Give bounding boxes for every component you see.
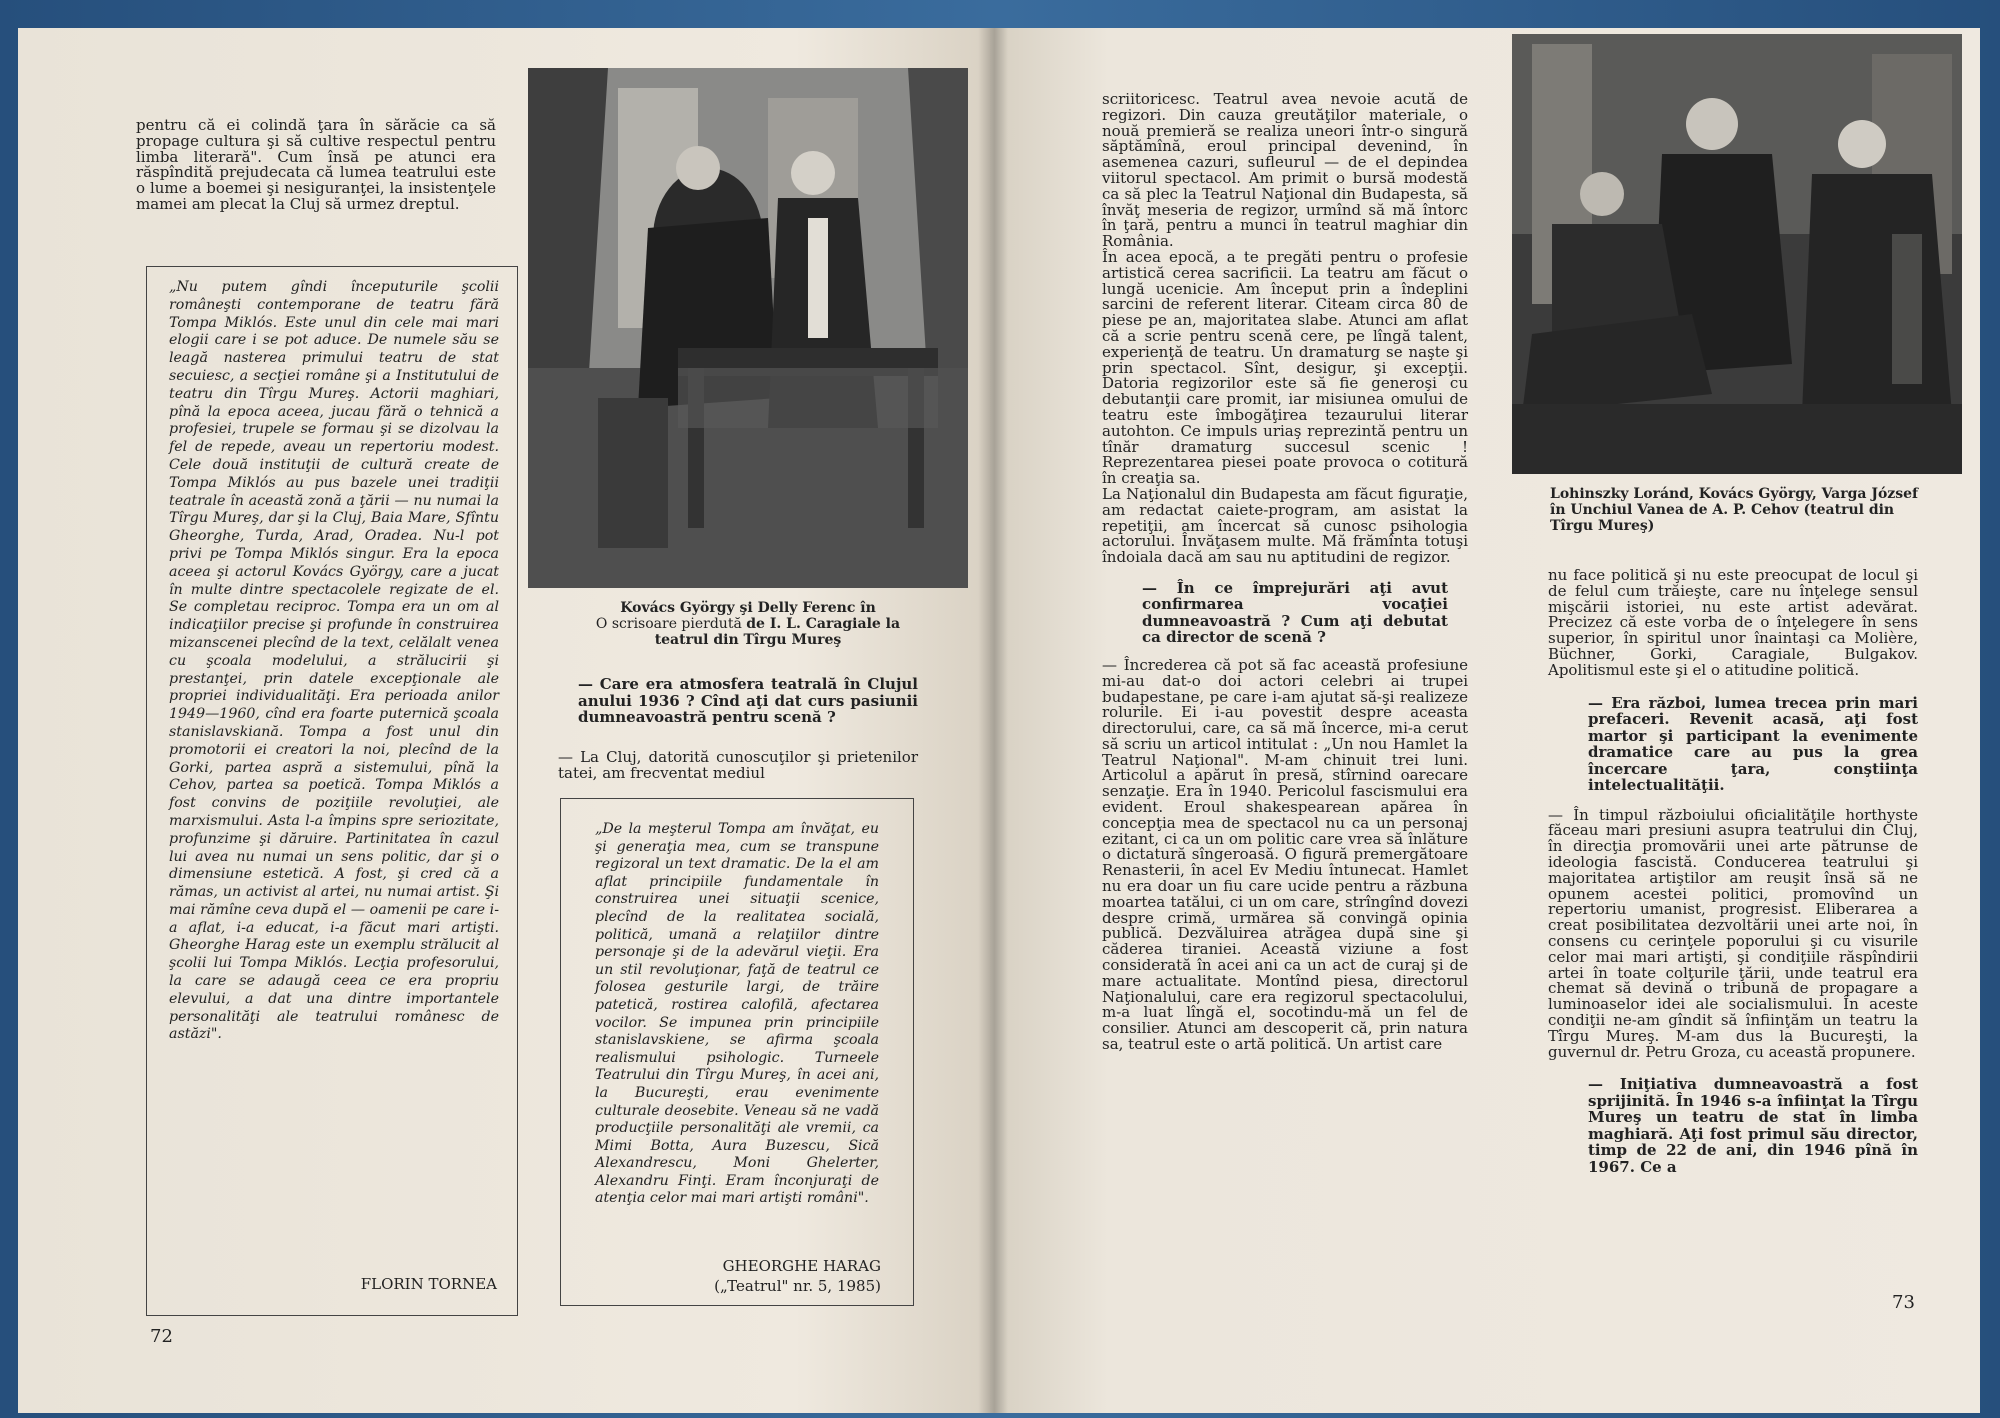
left-page xyxy=(18,28,990,1413)
answer-1: — La Cluj, datorită cunoscuţilor şi prietenilor tatei, am frecventat mediul xyxy=(558,748,918,782)
photo-caption-right: Lohinszky Loránd, Kovács György, Varga József în Unchiul Vanea de A. P. Cehov (teatrul din Tîrgu Mureş) xyxy=(1550,486,1919,534)
right-col1-para3: La Naţionalul din Budapesta am făcut figuraţie, am redactat caiete-program, am asistat la repetiţii, am încercat să cunosc psihologia actorului. Învăţasem multe. Mă frămînta totuşi îndoiala dacă am sau nu aptitudini de regizor. xyxy=(1102,484,1468,567)
uncle-vanya-scene-illustration xyxy=(1512,34,1962,474)
left-page-number: 72 xyxy=(150,1326,173,1347)
uncle-vanya-photo xyxy=(1512,34,1962,474)
question-2: — În ce împrejurări aţi avut confirmarea vocaţiei dumneavoastră ? Cum aţi debutat ca director de scenă ? xyxy=(1142,578,1448,647)
right-col1-para2: În acea epocă, a te pregăti pentru o profesie artistică cerea sacrificii. La teatru am făcut o lungă ucenicie. Am început prin a îndeplini sarcini de referent literar. Citeam circa 80 de piese pe an, majoritatea slabe. Atunci am aflat că a scrie pentru scenă cere, pe lîngă talent, experienţă de teatru. Un dramaturg se naşte şi prin spectacol. Sînt, desigur, şi excepţii. Datoria regizorilor este să fie generoşi cu debutanţii care promit, iar misiunea omului de teatru este îmbogăţirea tezaurului literar autohton. Ce impuls uriaş reprezintă pentru un tînăr dramaturg succesul scenic ! Reprezentarea piesei poate provoca o cotitură în creaţia sa. xyxy=(1102,247,1468,488)
right-column-2 xyxy=(1548,568,1918,1175)
harag-quote-box xyxy=(560,798,914,1306)
stage-scene-illustration xyxy=(528,68,968,588)
harag-signature: GHEORGHE HARAG xyxy=(722,1257,881,1275)
right-page xyxy=(990,28,1980,1413)
harag-source: („Teatrul" nr. 5, 1985) xyxy=(714,1277,881,1295)
harag-quote-text: „De la meşterul Tompa am învăţat, eu şi generaţia mea, cum se transpune regizoral un text dramatic. De la el am aflat principiile fundamentale în construirea unei situaţii scenice, plecînd de la realitatea socială, politică, umană a relaţiilor dintre personaje şi de la adevărul vieţii. Era un stil revoluţionar, faţă de teatrul ce folosea gesturile largi, de trăire patetică, rostirea calofilă, afectarea vocilor. Se impunea prin principiile stanislavskiene, se afirma şcoala realismului psihologic. Turneele Teatrului din Tîrgu Mureş, în acei ani, la Bucureşti, erau evenimente culturale deosebite. Veneau să ne vadă producţiile personalităţi ale vremii, ca Mimi Botta, Aura Buzescu, Sică Alexandrescu, Moni Ghelerter, Alexandru Finţi. Eram înconjuraţi de atenţia celor mai mari artişti români". xyxy=(595,821,879,1207)
right-page-number: 73 xyxy=(1892,1292,1915,1313)
caragiale-play-photo xyxy=(528,68,968,588)
caption-bold-part2: de I. L. Caragiale la teatrul din Tîrgu Mureş xyxy=(654,616,901,648)
book-gutter xyxy=(978,28,1008,1413)
question-3: — Era război, lumea trecea prin mari prefaceri. Revenit acasă, aţi fost martor şi participant la evenimente dramatice care au pus la grea încercare ţara, conştiinţa intelectualităţii. xyxy=(1588,693,1918,795)
caption-normal-part: O scrisoare pierdută xyxy=(595,616,742,632)
right-column-1 xyxy=(1102,92,1468,1053)
question-4: — Iniţiativa dumneavoastră a fost sprijinită. În 1946 s-a înfiinţat la Tîrgu Mureş un teatru de stat în limba maghiară. Aţi fost primul său director, timp de 22 de ani, din 1946 pînă în 1967. Ce a xyxy=(1588,1075,1918,1176)
tornea-quote-text: „Nu putem gîndi începuturile şcolii româneşti contemporane de teatru fără Tompa Miklós. Este unul din cele mai mari elogii care i se pot aduce. De numele său se leagă nasterea primului teatru de stat secuiesc, a secţiei române şi a Institutului de teatru din Tîrgu Mureş. Actorii maghiari, pînă la epoca aceea, jucau fără o tehnică a profesiei, trupele se formau şi se dizolvau la fel de repede, aveau un repertoriu modest. Cele două instituţii de cultură create de Tompa Miklós au pus bazele unei tradiţii teatrale în această zonă a ţării — nu numai la Tîrgu Mureş, dar şi la Cluj, Baia Mare, Sfîntu Gheorghe, Turda, Arad, Oradea. Nu-l pot privi pe Tompa Miklós singur. Era la epoca aceea şi actorul Kovács György, care a jucat în multe dintre spectacolele regizate de el. Se completau reciproc. Tompa era un om al indicaţiilor precise şi profunde în construirea mizanscenei plecînd de la text, celălalt venea cu şcoala modelului, a strălucirii şi prestanţei, prin datele excepţionale ale propriei individualităţi. Era perioada anilor 1949—1960, cînd era foarte puternică şcoala stanislavskiană. Tompa a fost unul din promotorii ei creatori la noi, plecînd de la Gorki, partea aspră a sistemului, pînă la Cehov, partea sa poetică. Tompa Miklós a fost convins de poziţiile revoluţiei, ale marxismului. Asta l-a împins spre seriozitate, profunzime şi dăruire. Partinitatea în cazul lui avea nu numai un sens politic, dar şi o dimensiune estetică. A fost, şi cred că a rămas, un activist al artei, nu numai artist. Şi mai rămîne ceva după el — oamenii pe care i-a aflat, i-a educat, i-a făcut mari artişti. Gheorghe Harag este un exemplu strălucit al şcolii lui Tompa Miklós. Lecţia profesorului, la care se adaugă ceea ce era propriu elevului, a dat una dintre importantele personalităţi ale teatrului românesc de astăzi". xyxy=(169,279,499,1043)
right-col1-para4: — Încrederea că pot să fac această profesiune mi-au dat-o doi actori celebri ai trupei budapestane, pe care i-am ajutat să-şi realizeze rolurile. Ei i-au povestit despre aceasta directorului, care, ca să mă încerce, mi-a cerut să scriu un articol intitulat : „Un nou Hamlet la Teatrul Naţional". M-am chinuit trei luni. Articolul a apărut în presă, stîrnind oarecare senzaţie. Era în 1940. Pericolul fascismului era evident. Eroul shakespearean apărea în concepţia mea de spectacol nu ca un personaj ezitant, ci ca un om politic care vrea să înlăture o dictatură sîngeroasă. O figură premergătoare Renasterii, în acel Ev Mediu întunecat. Hamlet nu era doar un fiu care ucide pentru a răzbuna moartea tatălui, ci un om care, strîngînd dovezi despre crimă, urmărea să convingă opinia publică. Dezvăluirea atrăgea după sine şi căderea tiraniei. Această viziune a fost considerată în acei ani ca un act de curaj şi de mare actualitate. Montînd piesa, directorul Naţionalului, care era regizorul spectacolului, m-a luat lîngă el, socotindu-mă un fel de consilier. Atunci am descoperit că, prin natura sa, teatrul este o artă politică. Un artist care xyxy=(1102,655,1468,1054)
tornea-quote-box xyxy=(146,266,518,1316)
right-col2-para1: nu face politică şi nu este preocupat de locul şi de felul cum trăieşte, care nu înţelege sensul mişcării istoriei, nu este artist adevărat. Precizez că este vorba de o înţelegere în sens superior, în spiritul unor înaintaşi ca Molière, Büchner, Gorki, Caragiale, Bulgakov. Apolitismul este şi el o atitudine politică. xyxy=(1548,566,1918,679)
right-col1-para1: scriitoricesc. Teatrul avea nevoie acută de regizori. Din cauza greutăţilor materiale, o nouă premieră se realiza uneori într-o singură săptămînă, eroul principal devenind, în asemenea cazuri, sufleurul — de el depindea viitorul spectacol. Am primit o bursă modestă ca să plec la Teatrul Naţional din Budapesta, să învăţ meseria de regizor, urmînd să mă întorc în ţară, pentru a munci în teatrul maghiar din România. xyxy=(1102,90,1468,251)
left-intro-paragraph: pentru că ei colindă ţara în sărăcie ca să propage cultura şi să cultive respectul pentru limba literară". Cum însă pe atunci era răspîndită prejudecata că lumea teatrului este o lume a boemei şi nesiguranţei, la insistenţele mamei am plecat la Cluj să urmez dreptul. xyxy=(136,116,496,213)
tornea-signature: FLORIN TORNEA xyxy=(360,1275,497,1293)
photo-caption-left xyxy=(578,600,918,648)
caption-bold-part1: Kovács György şi Delly Ferenc în xyxy=(620,600,876,616)
right-col2-para2: — În timpul războiului oficialităţile horthyste făceau mari presiuni asupra teatrului din Cluj, în direcţia promovării unei arte pătrunse de ideologia fascistă. Conducerea teatrului şi majoritatea artiştilor am reuşit însă să ne opunem acestei politici, promovînd un repertoriu umanist, progresist. Eliberarea a creat posibilitatea dezvoltării unei arte noi, în consens cu cerinţele poporului şi cu visurile celor mai mari artişti, şi condiţiile răspîndirii artei în toate colţurile ţării, unde teatrul era chemat să devină o tribună de propagare a luminoaselor idei ale socialismului. În aceste condiţii ne-am gîndit să înfiinţăm un teatru la Tîrgu Mureş. M-am dus la Bucureşti, la guvernul dr. Petru Groza, cu această propunere. xyxy=(1548,805,1918,1061)
question-1: — Care era atmosfera teatrală în Clujul anului 1936 ? Cînd aţi dat curs pasiunii dumneavoastră pentru scenă ? xyxy=(578,675,918,726)
